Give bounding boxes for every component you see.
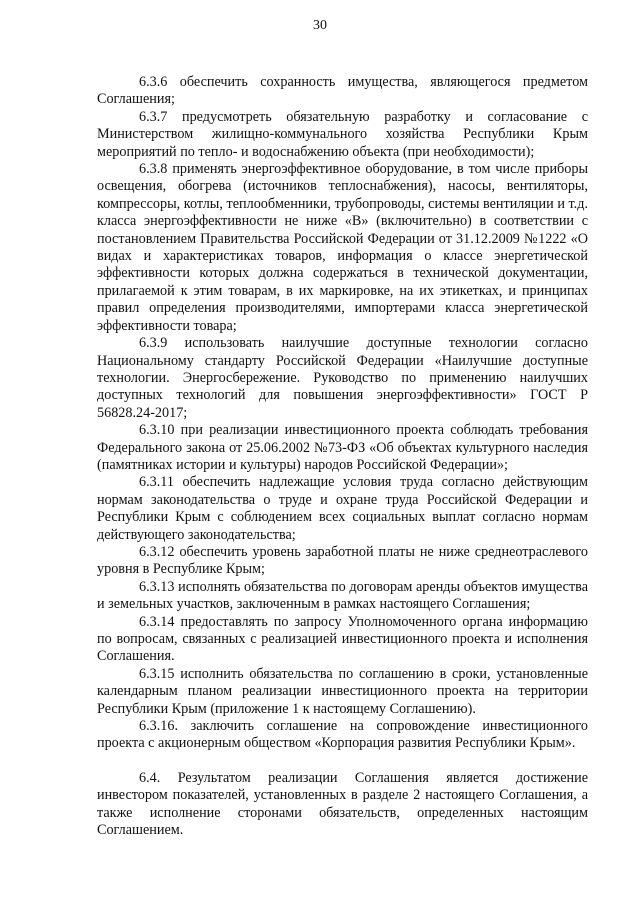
paragraph-6-3-12: 6.3.12 обеспечить уровень заработной платы не ниже среднеотраслевого уровня в Республике Крым; bbox=[97, 543, 588, 578]
document-body bbox=[97, 74, 588, 839]
paragraph-6-3-16: 6.3.16. заключить соглашение на сопровождение инвестиционного проекта с акционерным обществом «Корпорация развития Республики Крым». bbox=[97, 718, 588, 752]
paragraph-6-3-14: 6.3.14 предоставлять по запросу Уполномоченного органа информацию по вопросам, связанных с реализацией инвестиционного проекта и исполнения Соглашения. bbox=[97, 613, 588, 665]
paragraph-6-3-15: 6.3.15 исполнить обязательства по соглашению в сроки, установленные календарным планом реализации инвестиционного проекта на территории Республики Крым (приложение 1 к настоящему Соглашению). bbox=[97, 665, 588, 717]
paragraph-6-3-8: 6.3.8 применять энергоэффективное оборудование, в том числе приборы освещения, обогрева (источников теплоснабжения), насосы, вентиляторы, компрессоры, котлы, теплообменники, трубопроводы, системы вентиляции и т.д. класса энергоэффективности не ниже «В» (включительно) в соответствии с постановлением Правительства Российской Федерации от 31.12.2009 №1222 «О видах и характеристиках товаров, информация о классе энергетической эффективности которых должна содержаться в технической документации, прилагаемой к этим товарам, в их маркировке, на их этикетках, и принципах правил определения производителями, импортерами класса энергетической эффективности товара; bbox=[97, 161, 588, 334]
paragraph-6-3-9: 6.3.9 использовать наилучшие доступные технологии согласно Национальному стандарту Российской Федерации «Наилучшие доступные технологии. Энергосбережение. Руководство по применению наилучших доступных технологий для повышения энергоэффективности» ГОСТ Р 56828.24-2017; bbox=[97, 335, 588, 421]
paragraph-6-3-6: 6.3.6 обеспечить сохранность имущества, являющегося предметом Соглашения; bbox=[97, 74, 588, 108]
page-number: 30 bbox=[313, 18, 327, 33]
paragraph-6-3-11: 6.3.11 обеспечить надлежащие условия труда согласно действующим нормам законодательства о труде и охране труда Российской Федерации и Республики Крым с соблюдением всех социальных выплат согласно нормам действующего законодательства; bbox=[97, 474, 588, 543]
paragraph-6-3-13: 6.3.13 исполнять обязательства по договорам аренды объектов имущества и земельных участков, заключенным в рамках настоящего Соглашения; bbox=[97, 578, 588, 613]
paragraph-6-3-10: 6.3.10 при реализации инвестиционного проекта соблюдать требования Федерального закона от 25.06.2002 №73-ФЗ «Об объектах культурного наследия (памятниках истории и культуры) народов Российской Федерации»; bbox=[97, 422, 588, 473]
paragraph-6-4: 6.4. Результатом реализации Соглашения является достижение инвестором показателей, установленных в разделе 2 настоящего Соглашения, а также исполнение сторонами обязательств, определенных настоящим Соглашением. bbox=[97, 769, 588, 839]
paragraph-6-3-7: 6.3.7 предусмотреть обязательную разработку и согласование с Министерством жилищно-коммунального хозяйства Республики Крым мероприятий по тепло- и водоснабжению объекта (при необходимости); bbox=[97, 108, 588, 160]
